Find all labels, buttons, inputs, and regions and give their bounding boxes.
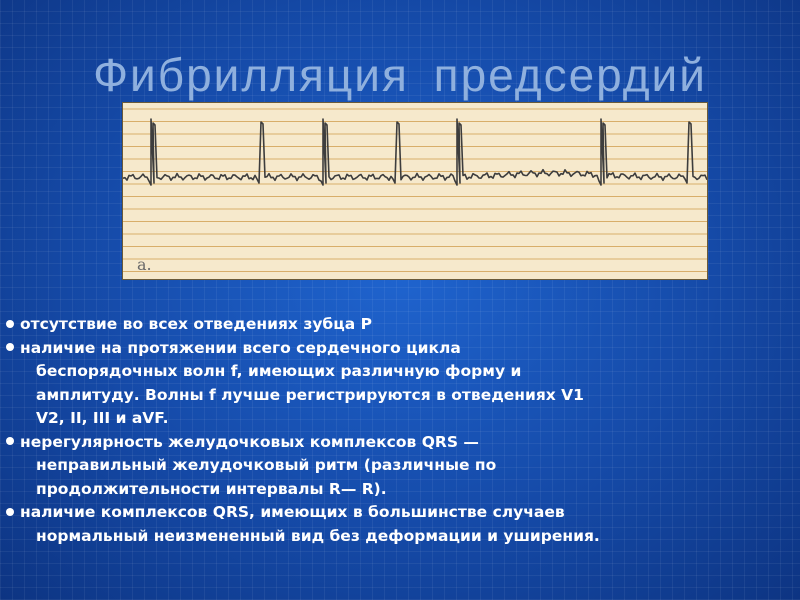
bullet-item — [6, 431, 796, 455]
bullet-item — [6, 501, 796, 525]
bullet-item-continuation — [6, 384, 796, 408]
bullet-item-continuation — [6, 525, 796, 549]
bullet-text: нерегулярность желудочковых комплексов QRS — — [20, 432, 479, 451]
bullet-item-continuation — [6, 407, 796, 431]
bullet-text: наличие на протяжении всего сердечного цикла — [20, 338, 461, 357]
bullet-item-continuation — [6, 478, 796, 502]
ecg-label: a. — [137, 255, 152, 274]
ecg-strip-image — [122, 102, 708, 280]
bullet-item-continuation — [6, 360, 796, 384]
bullet-text: амплитуду. Волны f лучше регистрируются в отведениях V1 — [36, 385, 584, 404]
bullet-text: V2, II, III и aVF. — [36, 409, 169, 427]
ecg-grid — [123, 109, 707, 272]
bullet-dot-icon — [6, 343, 14, 351]
bullet-item — [6, 337, 796, 361]
bullet-text: отсутствие во всех отведениях зубца P — [20, 315, 372, 333]
bullet-item-continuation — [6, 454, 796, 478]
slide-title: Фибрилляция предсердий — [93, 49, 707, 101]
bullet-item — [6, 313, 796, 337]
ecg-trace — [123, 119, 707, 185]
ecg-svg — [123, 103, 707, 279]
bullet-text: продолжительности интервалы R— R). — [36, 479, 387, 498]
bullet-dot-icon — [6, 320, 14, 328]
bullet-list — [6, 313, 796, 548]
bullet-text: неправильный желудочковый ритм (различные по — [36, 456, 497, 474]
bullet-text: нормальный неизмененный вид без деформации и уширения. — [36, 526, 600, 545]
bullet-text: наличие комплексов QRS, имеющих в большинстве случаев — [20, 503, 565, 521]
bullet-dot-icon — [6, 437, 14, 445]
bullet-text: беспорядочных волн f, имеющих различную форму и — [36, 362, 522, 380]
bullet-dot-icon — [6, 508, 14, 516]
